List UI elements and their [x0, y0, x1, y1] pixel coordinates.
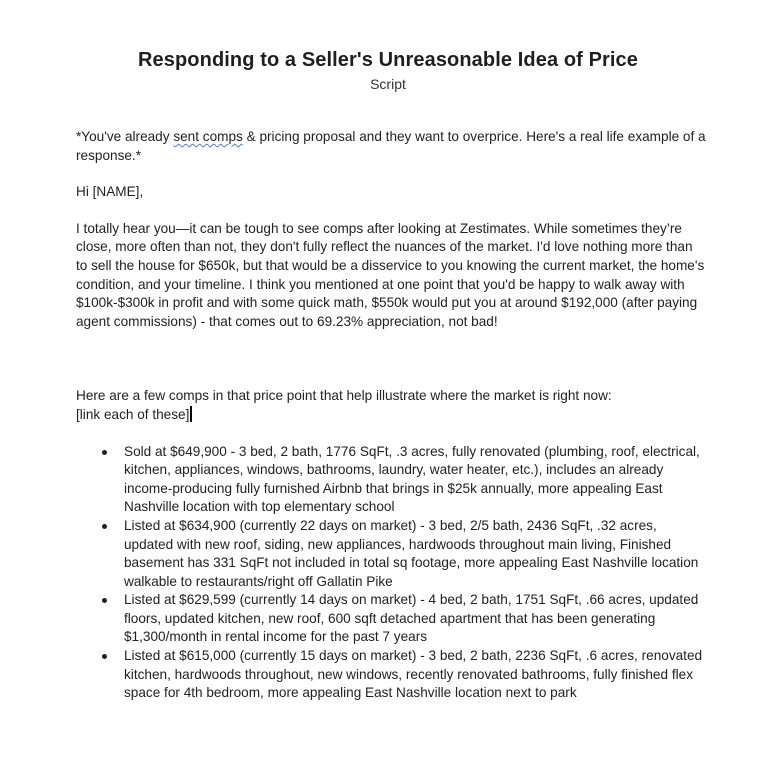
intro-paragraph	[76, 128, 706, 165]
document-title: Responding to a Seller's Unreasonable Idea of Price	[138, 49, 638, 71]
comp-text: Sold at $649,900 - 3 bed, 2 bath, 1776 SqFt, .3 acres, fully renovated (plumbing, roof, electrical, kitchen, appliances, windows, bathrooms, laundry, water heater, etc.), includes an already income-producing fully furnished Airbnb that brings in $25k annually, more appealing East Nashville location with top elementary school	[124, 443, 700, 515]
comp-text: Listed at $634,900 (currently 22 days on market) - 3 bed, 2/5 bath, 2436 SqFt, .32 acres, updated with new roof, siding, new appliances, hardwoods throughout main living, Finished basement has 331 SqFt not included in total sq footage, more appealing East Nashville location walkable to restaurants/right off Gallatin Pike	[124, 517, 699, 589]
text-cursor	[190, 406, 192, 422]
comps-intro-line1: Here are a few comps in that price point that help illustrate where the market is right now:	[76, 388, 612, 404]
comp-text: Listed at $629,599 (currently 14 days on market) - 4 bed, 2 bath, 1751 SqFt, .66 acres, updated floors, updated kitchen, new roof, 600 sqft detached apartment that has been generating $1,300/month in rental income for the past 7 years	[124, 592, 699, 645]
comp-text: Listed at $615,000 (currently 15 days on market) - 3 bed, 2 bath, 2236 SqFt, .6 acres, renovated kitchen, hardwoods throughout, new windows, recently renovated bathrooms, fully finished flex space for 4th bedroom, more appealing East Nashville location next to park	[124, 648, 703, 701]
spellcheck-flagged-text[interactable]: sent comps	[173, 129, 243, 144]
list-item	[76, 591, 706, 647]
bullet-icon	[102, 598, 107, 603]
list-item	[76, 517, 706, 591]
greeting: Hi [NAME],	[76, 184, 144, 200]
intro-suffix: & pricing proposal and they want to overprice. Here's a real life example of a response.*	[76, 129, 706, 163]
list-item	[76, 443, 706, 517]
comps-list	[76, 443, 706, 703]
intro-prefix: *You've already	[76, 129, 174, 144]
bullet-icon	[102, 450, 107, 455]
comps-intro-line2: [link each of these]	[76, 406, 190, 422]
list-item	[76, 647, 706, 703]
document-body[interactable]	[76, 128, 706, 703]
main-paragraph: I totally hear you—it can be tough to see comps after looking at Zestimates. While sometimes they’re close, more often than not, they don't fully reflect the nuances of the market. I'd love nothing more than to sell the house for $650k, but that would be a disservice to you knowing the current market, the home's condition, and your timeline. I think you mentioned at one point that you'd be happy to walk away with $100k-$300k in profit and with some quick math, $550k would put you at around $192,000 (after paying agent commissions) - that comes out to 69.23% appreciation, not bad!	[76, 220, 705, 329]
bullet-icon	[102, 654, 107, 659]
document-subtitle: Script	[370, 76, 406, 92]
bullet-icon	[102, 524, 107, 529]
comps-intro	[76, 387, 706, 424]
